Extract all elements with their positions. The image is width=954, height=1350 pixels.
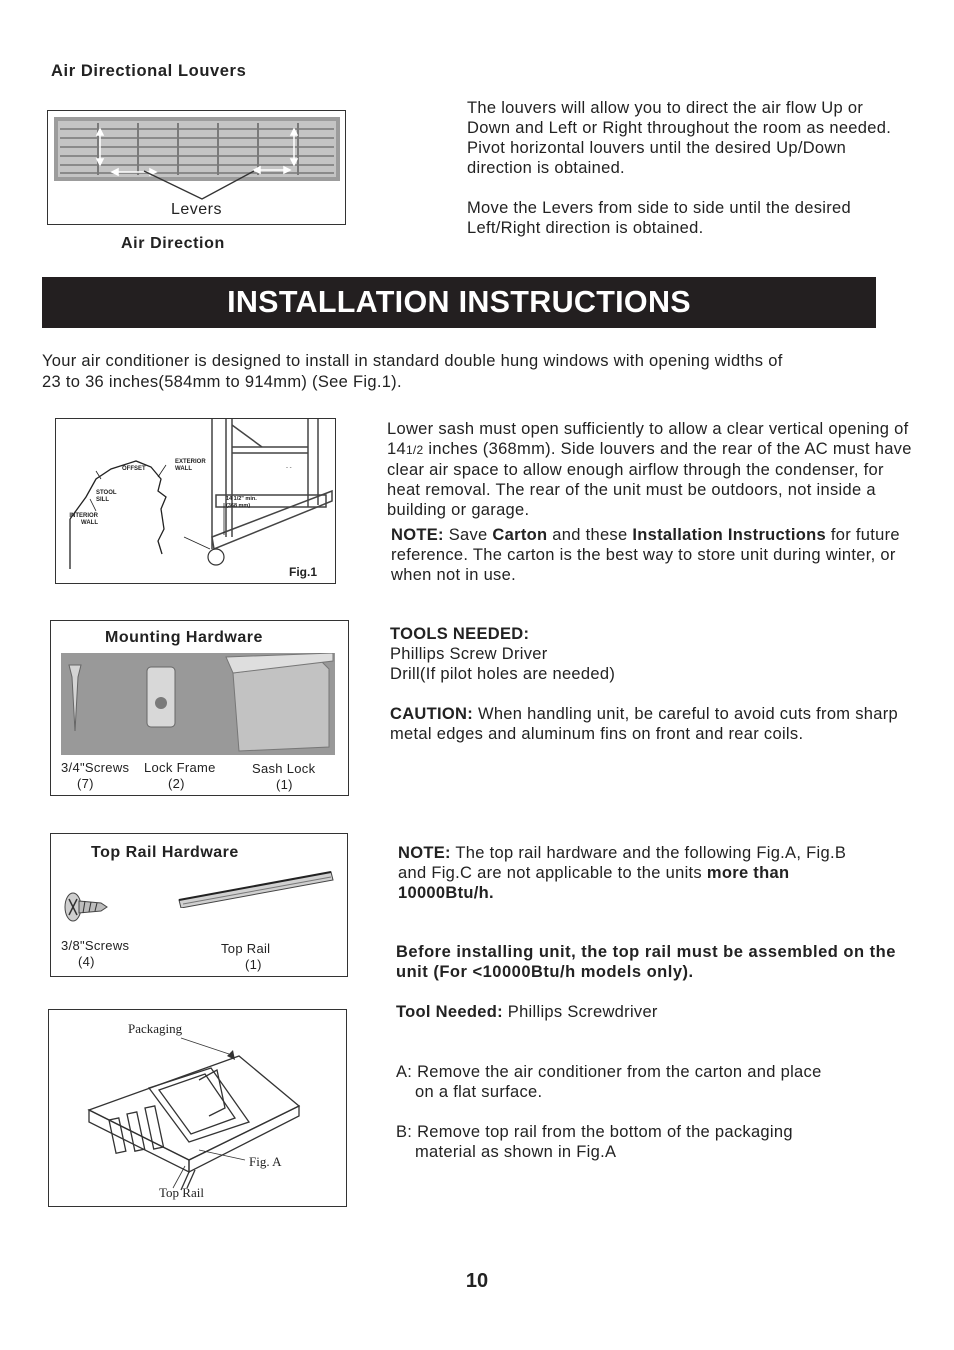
packaging-drawing (49, 1010, 346, 1206)
louvers-description: The louvers will allow you to direct the air flow Up or Down and Left or Right throughout the room as needed. Pivot horizontal louvers until the desired Up/Down direction is obtained. (467, 99, 892, 177)
screws-3-8-qty: (4) (78, 954, 95, 969)
intro-line-2: 23 to 36 inches(584mm to 914mm) (See Fig.1). (42, 373, 402, 391)
mounting-hardware-title: Mounting Hardware (105, 629, 263, 646)
air-direction-caption: Air Direction (121, 235, 225, 252)
screw-3-8-icon (61, 889, 111, 925)
step-b-line-2: material as shown in Fig.A (415, 1143, 617, 1161)
exterior-wall-label: EXTERIOR WALL (175, 459, 206, 472)
top-rail-note (398, 843, 868, 903)
section-banner (42, 277, 876, 328)
sash-text-b: inches (368mm). Side louvers and the rear of the AC must have clear air space to allow enough airflow through the condenser, for heat removal. The rear of the unit must be outdoors, not inside a building or garage. (387, 440, 912, 519)
before-installing-text: Before installing unit, the top rail must be assembled on the unit (For <10000Btu/h models only). (396, 943, 896, 981)
fig1-label: Fig.1 (289, 565, 318, 579)
note-carton: Carton (492, 526, 548, 544)
packaging-label: Packaging (128, 1021, 183, 1036)
sash-lock-label: Sash Lock (252, 761, 316, 776)
levers-label: Levers (170, 201, 223, 218)
sash-fraction: 1/2 (405, 443, 424, 457)
note2-bold: more than 10000Btu/h. (398, 864, 790, 902)
carton-note (391, 525, 906, 585)
top-rail-callout: Top Rail (159, 1185, 204, 1200)
tool-drill: Drill(If pilot holes are needed) (390, 665, 616, 683)
note-instructions: Installation Instructions (632, 526, 826, 544)
offset-label: OFFSET (122, 466, 146, 472)
svg-text:- -: - - (286, 465, 292, 471)
note2-text: The top rail hardware and the following Fig.A, Fig.B and Fig.C are not applicable to the units (398, 844, 847, 882)
sash-lock-qty: (1) (276, 777, 293, 792)
top-rail-label: Top Rail (221, 941, 271, 956)
note-text-a: Save (443, 526, 493, 544)
top-rail-icon (175, 868, 337, 908)
note-label: NOTE: (391, 526, 444, 544)
screws-3-8-label: 3/8"Screws (61, 938, 130, 953)
top-rail-hardware-title: Top Rail Hardware (91, 844, 239, 861)
step-b-line-1: B: Remove top rail from the bottom of the packaging (396, 1123, 793, 1141)
mounting-hardware-panel (50, 620, 349, 796)
tool-needed-line (396, 1002, 658, 1022)
note-text-c: for future reference. The carton is the best way to store unit during winter, or when not in use. (391, 526, 900, 584)
top-rail-qty: (1) (245, 957, 262, 972)
sash-opening-text (387, 419, 912, 520)
caution-text (390, 704, 920, 744)
louver-figure (47, 110, 346, 225)
sash-text-a: Lower sash must open sufficiently to allow a clear vertical opening of 14 (387, 420, 909, 458)
top-rail-hardware-panel (50, 833, 348, 977)
section-heading-louvers: Air Directional Louvers (51, 62, 247, 80)
tool-screwdriver: Phillips Screw Driver (390, 645, 548, 663)
step-a (396, 1062, 822, 1102)
fig-a-label: Fig. A (249, 1154, 282, 1169)
lock-frame-label: Lock Frame (144, 760, 216, 775)
caution-body: When handling unit, be careful to avoid cuts from sharp metal edges and aluminum fins on front and rear coils. (390, 705, 899, 743)
intro-line-1: Your air conditioner is designed to install in standard double hung windows with opening widths of (42, 352, 783, 370)
caution-label: CAUTION: (390, 705, 474, 723)
opening-dimension-label: 14 1/2" min. (368 mm) (226, 496, 257, 509)
screws-3-4-label: 3/4"Screws (61, 760, 130, 775)
page-title: INSTALLATION INSTRUCTIONS (227, 285, 691, 319)
tools-needed-heading: TOOLS NEEDED: (390, 625, 530, 643)
page-number: 10 (465, 1270, 489, 1292)
step-b (396, 1122, 793, 1162)
mounting-hardware-photo (61, 653, 335, 755)
note2-label: NOTE: (398, 844, 451, 862)
step-a-line-2: on a flat surface. (415, 1083, 543, 1101)
lock-frame-qty: (2) (168, 776, 185, 791)
tool-needed-label: Tool Needed: (396, 1003, 503, 1021)
interior-wall-label: INTERIOR WALL (69, 513, 98, 526)
note-text-b: and these (547, 526, 633, 544)
fig-a-packaging-diagram (48, 1009, 347, 1207)
stool-sill-label: STOOL SILL (96, 490, 117, 503)
levers-description: Move the Levers from side to side until the desired Left/Right direction is obtained. (467, 199, 851, 237)
tool-needed-text: Phillips Screwdriver (502, 1003, 658, 1021)
fig1-window-diagram (55, 418, 336, 584)
step-a-line-1: A: Remove the air conditioner from the carton and place (396, 1063, 822, 1081)
screws-3-4-qty: (7) (77, 776, 94, 791)
